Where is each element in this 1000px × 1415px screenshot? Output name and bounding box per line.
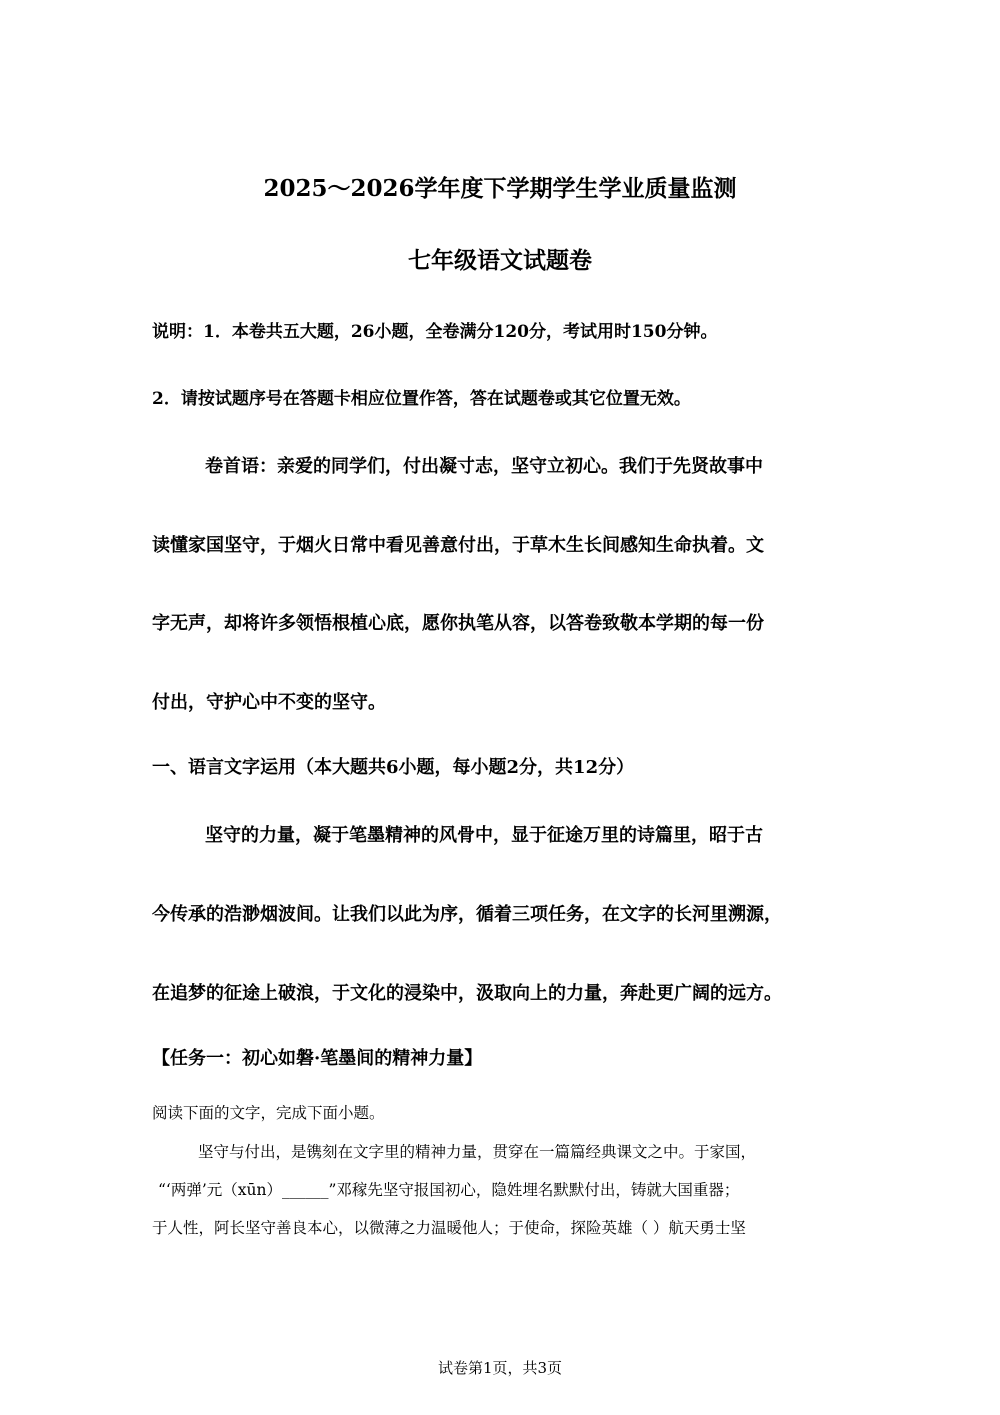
passage-line-1: 坚守与付出，是镌刻在文字里的精神力量，贯穿在一篇篇经典课文之中。于家国， (198, 1143, 757, 1161)
section-intro-line-2: 今传承的浩渺烟波间。让我们以此为序，循着三项任务，在文字的长河里溯源， (152, 904, 782, 925)
instruction-line-1: 说明：1．本卷共五大题，26小题，全卷满分120分，考试用时150分钟。 (152, 322, 718, 342)
section-intro-line-1: 坚守的力量，凝于笔墨精神的风骨中，显于征途万里的诗篇里，昭于古 (205, 825, 763, 846)
exam-subtitle: 七年级语文试题卷 (408, 247, 592, 274)
exam-title: 2025～2026学年度下学期学生学业质量监测 (263, 175, 737, 202)
preface-line-3: 字无声，却将许多领悟根植心底，愿你执笔从容，以答卷致敬本学期的每一份 (152, 613, 764, 634)
passage-line-3: 于人性，阿长坚守善良本心，以微薄之力温暖他人；于使命，探险英雄（ ）航天勇士坚 (152, 1219, 746, 1237)
preface-line-2: 读懂家国坚守，于烟火日常中看见善意付出，于草木生长间感知生命执着。文 (152, 535, 764, 556)
preface-line-4: 付出，守护心中不变的坚守。 (152, 692, 386, 713)
section-heading: 一、语言文字运用（本大题共6小题，每小题2分，共12分） (152, 757, 635, 778)
task-heading: 【任务一：初心如磐·笔墨间的精神力量】 (152, 1048, 483, 1069)
reading-instruction: 阅读下面的文字，完成下面小题。 (152, 1104, 385, 1122)
instruction-line-2: 2．请按试题序号在答题卡相应位置作答，答在试题卷或其它位置无效。 (152, 389, 691, 409)
preface-line-1: 卷首语：亲爱的同学们，付出凝寸志，坚守立初心。我们于先贤故事中 (205, 456, 763, 477)
page-footer: 试卷第1页，共3页 (437, 1359, 563, 1377)
section-intro-line-3: 在追梦的征途上破浪，于文化的浸染中，汲取向上的力量，奔赴更广阔的远方。 (152, 983, 782, 1004)
passage-line-2: “‘两弹’元（xūn）______”邓稼先坚守报国初心，隐姓埋名默默付出，铸就大国重器； (158, 1181, 740, 1199)
